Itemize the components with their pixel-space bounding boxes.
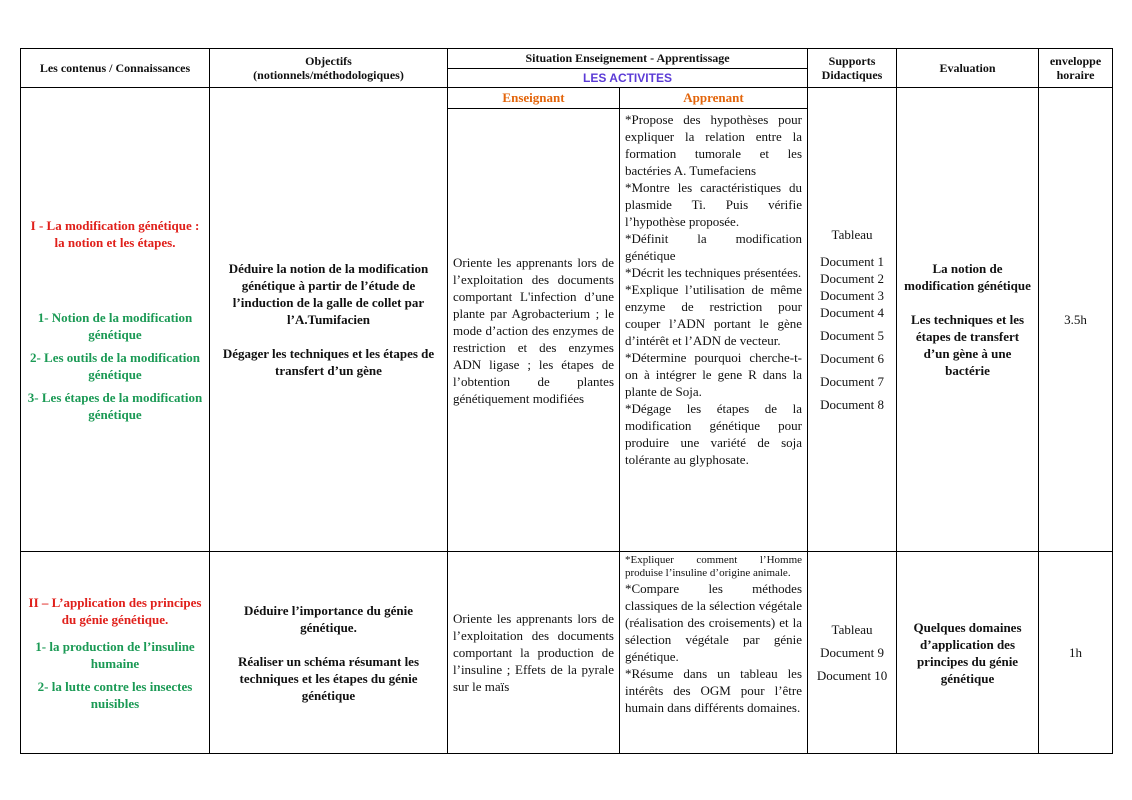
row2-sub1: 1- la production de l’insuline humaine	[35, 638, 195, 671]
row1-learner-item: *Décrit les techniques présentées.	[625, 265, 802, 280]
header-supports-line1: Supports	[828, 54, 876, 68]
row2-title: II – L’application des principes du génie génétique.	[28, 594, 202, 627]
header-supports	[808, 49, 897, 88]
row2-support-item: Document 9	[820, 645, 884, 660]
header-teacher: Enseignant	[448, 88, 620, 109]
row1-objective1: Déduire la notion de la modification génétique à partir de l’étude de l’induction de la galle de collet par l’A.Tumifacien	[228, 261, 429, 327]
header-objectives-line1: Objectifs	[305, 54, 352, 68]
row1-support-item: Document 2	[820, 271, 884, 286]
row1-title: I - La modification génétique : la notion et les étapes.	[30, 217, 200, 250]
row2-support-item: Tableau	[831, 622, 873, 637]
row2-teacher: Oriente les apprenants lors de l’exploitation des documents comportant la production de l’insuline ; Effets de la pyrale sur le maïs	[448, 552, 620, 754]
lesson-plan-table	[20, 48, 1113, 754]
row2-learner	[620, 552, 808, 754]
header-objectives-line2: (notionnels/méthodologiques)	[253, 68, 404, 82]
row1-support-item: Document 6	[820, 351, 884, 366]
row1-support-item: Document 8	[820, 397, 884, 412]
row1-objective2: Dégager les techniques et les étapes de transfert d’un gène	[222, 346, 435, 378]
row1-support-item: Document 1	[820, 254, 884, 269]
row2-objective2: Réaliser un schéma résumant les techniques et les étapes du génie génétique	[237, 653, 420, 703]
row1-evaluation2: Les techniques et les étapes de transfert d’un gène à une bactérie	[911, 312, 1025, 378]
row2-sub2: 2- la lutte contre les insectes nuisibles	[37, 678, 193, 711]
row1-learner-item: *Montre les caractéristiques du plasmide Ti. Puis vérifie l’hypothèse proposée.	[625, 180, 803, 229]
row1-contents	[21, 88, 210, 552]
header-hours-line1: enveloppe	[1049, 54, 1102, 68]
row1-support-item: Document 3	[820, 288, 884, 303]
header-contents: Les contenus / Connaissances	[21, 49, 210, 88]
row1-objectives	[210, 88, 448, 552]
row2-learner-item: *Résume dans un tableau les intérêts des OGM pour l’être humain dans différents domaines.	[625, 666, 803, 715]
row2-objective1: Déduire l’importance du génie génétique.	[243, 602, 414, 635]
row1-sub2: 2- Les outils de la modification génétique	[29, 349, 201, 382]
row2-support-item: Document 10	[816, 668, 888, 683]
row1-learner-item: *Propose des hypothèses pour expliquer la relation entre la formation tumorale et les bactéries A. Tumefaciens	[625, 112, 803, 178]
row2-hours: 1h	[1039, 552, 1113, 754]
row2-objectives	[210, 552, 448, 754]
row1-learner-item: *Dégage les étapes de la modification génétique pour produire une variété de soja tolérante au glyphosate.	[625, 401, 803, 467]
row1-teacher: Oriente les apprenants lors de l’exploitation des documents comportant L'infection d’une plante par Agrobacterium ; le mode d’action des enzymes de restriction et des enzymes ADN ligase ; les étapes de l’obtention de plantes génétiquement modifiées	[448, 109, 620, 552]
header-hours-line2: horaire	[1056, 68, 1095, 82]
row2-supports	[808, 552, 897, 754]
row1-sub3: 3- Les étapes de la modification génétique	[27, 389, 203, 422]
row2-contents	[21, 552, 210, 754]
row1-support-item: Tableau	[831, 227, 873, 242]
header-objectives	[210, 49, 448, 88]
row1-support-item: Document 4	[820, 305, 884, 320]
row1-hours: 3.5h	[1039, 88, 1113, 552]
row1-evaluation	[897, 88, 1039, 552]
row1-support-item: Document 7	[820, 374, 884, 389]
row1-learner	[620, 109, 808, 552]
header-activities: LES ACTIVITES	[448, 69, 808, 88]
row2-evaluation: Quelques domaines d’application des principes du génie génétique	[897, 552, 1039, 754]
header-supports-line2: Didactiques	[821, 68, 883, 82]
row1-learner-item: *Détermine pourquoi cherche-t-on à intégrer le gene R dans la plante de Soja.	[625, 350, 803, 399]
row1-supports	[808, 88, 897, 552]
header-evaluation: Evaluation	[897, 49, 1039, 88]
row1-evaluation1: La notion de modification génétique	[904, 261, 1031, 293]
header-hours	[1039, 49, 1113, 88]
row2-learner-item: *Compare les méthodes classiques de la sélection végétale (réalisation des croisements) et la sélection végétale par génie génétique.	[625, 581, 803, 664]
row1-support-item: Document 5	[820, 328, 884, 343]
row2-learner-item: *Expliquer comment l’Homme produise l’insuline d’origine animale.	[625, 554, 803, 579]
header-learner: Apprenant	[620, 88, 808, 109]
header-situation: Situation Enseignement - Apprentissage	[448, 49, 808, 69]
row1-learner-item: *Définit la modification génétique	[625, 231, 803, 263]
row1-sub1: 1- Notion de la modification génétique	[37, 309, 193, 342]
row1-learner-item: *Explique l’utilisation de même enzyme de restriction pour couper l’ADN portant le gène d’intérêt et l’ADN de vecteur.	[625, 282, 803, 348]
